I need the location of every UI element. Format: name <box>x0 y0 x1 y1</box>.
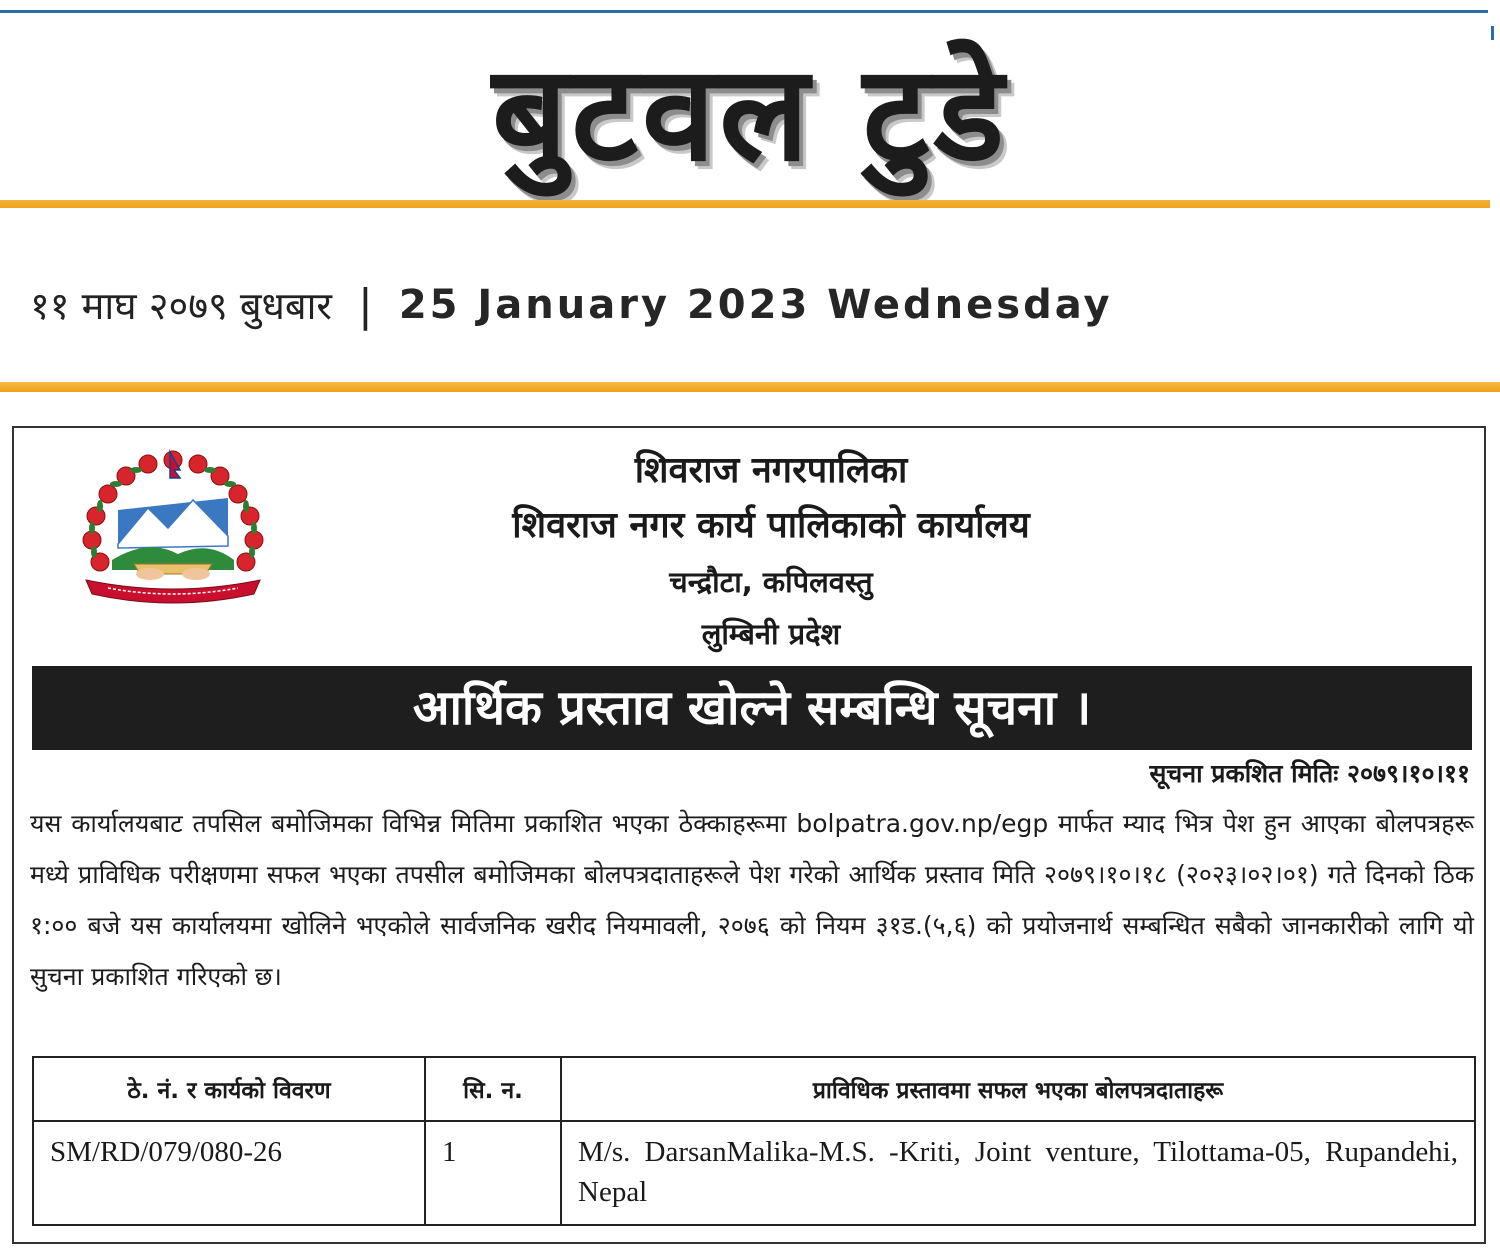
issuer-block <box>14 446 1488 660</box>
column-header-contract: ठे. नं. र कार्यको विवरण <box>33 1057 425 1121</box>
table-row <box>33 1121 1475 1225</box>
dateline <box>30 270 1113 340</box>
province: लुम्बिनी प्रदेश <box>701 617 841 651</box>
bidder-cell: M/s. DarsanMalika-M.S. -Kriti, Joint venture, Tilottama-05, Rupandehi, Nepal <box>561 1121 1475 1225</box>
serial-number-cell: 1 <box>425 1121 561 1225</box>
date-english: 25 January 2023 Wednesday <box>398 282 1113 328</box>
notice-body: यस कार्यालयबाट तपसिल बमोजिमका विभिन्न मितिमा प्रकाशित भएका ठेक्काहरूमा bolpatra.gov.np/egp मार्फत म्याद भित्र पेश हुन आएका बोलपत्रहरू मध्ये प्राविधिक परीक्षणमा सफल भएका तपसील बमोजिमका बोलपत्रदाताहरूले पेश गरेको आर्थिक प्रस्ताव मिति २०७९।१०।१८ (२०२३।०२।०१) गते दिनको ठिक १:०० बजे यस कार्यालयमा खोलिने भएकोले सार्वजनिक खरीद नियमावली, २०७६ को नियम ३१ड.(५,६) को प्रयोजनार्थ सम्बन्धित सबैको जानकारीको लागि यो सुचना प्रकाशित गरिएको छ। <box>30 809 1474 991</box>
office-address: चन्द्रौटा, कपिलवस्तु <box>669 565 873 599</box>
notice-title-banner: आर्थिक प्रस्ताव खोल्ने सम्बन्धि सूचना । <box>32 666 1472 750</box>
table-header-row <box>33 1057 1475 1121</box>
column-header-serial: सि. न. <box>425 1057 561 1121</box>
published-date: सूचना प्रकशित मितिः २०७९।१०।११ <box>1149 759 1470 788</box>
newspaper-masthead: बुटवल टुडे <box>492 37 1008 191</box>
column-header-bidders: प्राविधिक प्रस्तावमा सफल भएका बोलपत्रदाताहरू <box>561 1057 1475 1121</box>
bidders-table <box>32 1056 1476 1226</box>
office-name: शिवराज नगर कार्य पालिकाको कार्यालय <box>512 505 1030 546</box>
org-name: शिवराज नगरपालिका <box>634 450 908 491</box>
date-separator: | <box>357 279 373 331</box>
dateline-orange-rule <box>0 382 1500 392</box>
contract-number-cell: SM/RD/079/080-26 <box>33 1121 425 1225</box>
top-blue-rule <box>0 10 1488 13</box>
masthead-orange-rule <box>0 200 1490 208</box>
date-nepali: ११ माघ २०७९ बुधबार <box>30 284 332 328</box>
public-notice <box>12 426 1486 1244</box>
